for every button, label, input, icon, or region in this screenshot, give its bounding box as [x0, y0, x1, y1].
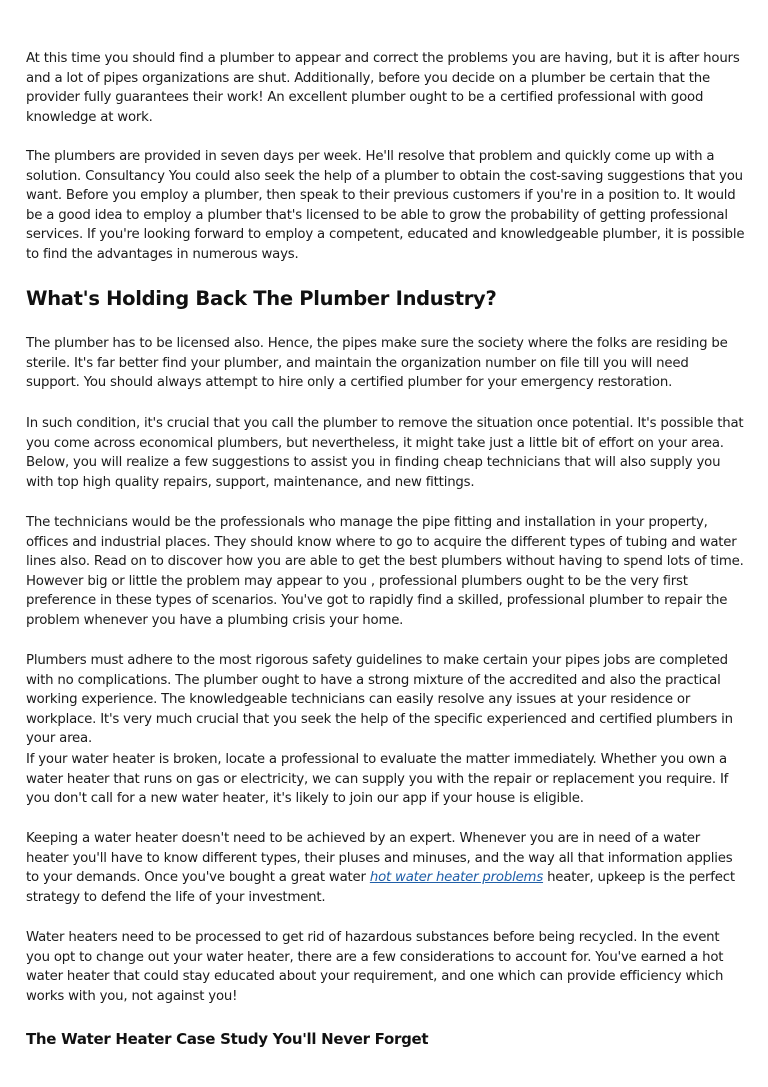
- paragraph-1: At this time you should find a plumber to appear and correct the problems you are having, but it is after hours and a lot of pipes organizations are shut. Additionally, before you decide on a plumber be certain that the provider fully guarantees their work! An excellent plumber ought to be a certified professional with good knowledge at work.: [26, 51, 740, 125]
- section-heading-plumber-industry: What's Holding Back The Plumber Industry?: [26, 287, 497, 310]
- paragraph-8-text-start: Keeping a water heater doesn't need to be achieved by an expert. Whenever you are in need of a water heater you'll have to know different types, their pluses and minuses, and the way all that information applies to your demands. Once you've bought a great water: [26, 831, 733, 885]
- section-heading-water-heater-case-study: The Water Heater Case Study You'll Never Forget: [26, 1030, 429, 1048]
- paragraph-3: The plumber has to be licensed also. Hence, the pipes make sure the society where the folks are residing be sterile. It's far better find your plumber, and maintain the organization number on file till you will need support. You should always attempt to hire only a certified plumber for your emergency restoration.: [26, 336, 728, 390]
- paragraph-6: Plumbers must adhere to the most rigorous safety guidelines to make certain your pipes jobs are completed with no complications. The plumber ought to have a strong mixture of the accredited and also the practical working experience. The knowledgeable technicians can easily resolve any issues at your residence or workplace. It's very much crucial that you seek the help of the specific experienced and certified plumbers in your area.: [26, 653, 733, 746]
- paragraph-2: The plumbers are provided in seven days per week. He'll resolve that problem and quickly come up with a solution. Consultancy You could also seek the help of a plumber to obtain the cost-saving suggestions that you want. Before you employ a plumber, then speak to their previous customers if you're in a position to. It would be a good idea to employ a plumber that's licensed to be able to grow the probability of getting professional services. If you're looking forward to employ a competent, educated and knowledgeable plumber, it is possible to find the advantages in numerous ways.: [26, 149, 745, 262]
- paragraph-7: If your water heater is broken, locate a professional to evaluate the matter immediately. Whether you own a water heater that runs on gas or electricity, we can supply you with the repair or replacement you require. If you don't call for a new water heater, it's likely to join our app if your house is eligible.: [26, 752, 729, 806]
- paragraph-5: The technicians would be the professionals who manage the pipe fitting and installation in your property, offices and industrial places. They should know where to go to acquire the different types of tubing and water lines also. Read on to discover how you are able to get the best plumbers without having to spend lots of time. However big or little the problem may appear to you , professional plumbers ought to be the very first preference in these types of scenarios. You've got to rapidly find a skilled, professional plumber to repair the problem whenever you have a plumbing crisis your home.: [26, 515, 744, 628]
- paragraph-8-text-end: heater, upkeep is the perfect strategy to defend the life of your investment.: [26, 870, 735, 905]
- paragraph-9: Water heaters need to be processed to get rid of hazardous substances before being recycled. In the event you opt to change out your water heater, there are a few considerations to account for. You've earned a hot water heater that could stay educated about your requirement, and one which can provide efficiency which works with you, not against you!: [26, 930, 724, 1004]
- paragraph-4: In such condition, it's crucial that you call the plumber to remove the situation once potential. It's possible that you come across economical plumbers, but nevertheless, it might take just a little bit of effort on your area. Below, you will realize a few suggestions to assist you in finding cheap technicians that will also supply you with top high quality repairs, support, maintenance, and new fittings.: [26, 416, 744, 490]
- paragraph-8: [26, 829, 746, 907]
- hot-water-heater-problems-link[interactable]: hot water heater problems: [369, 870, 544, 885]
